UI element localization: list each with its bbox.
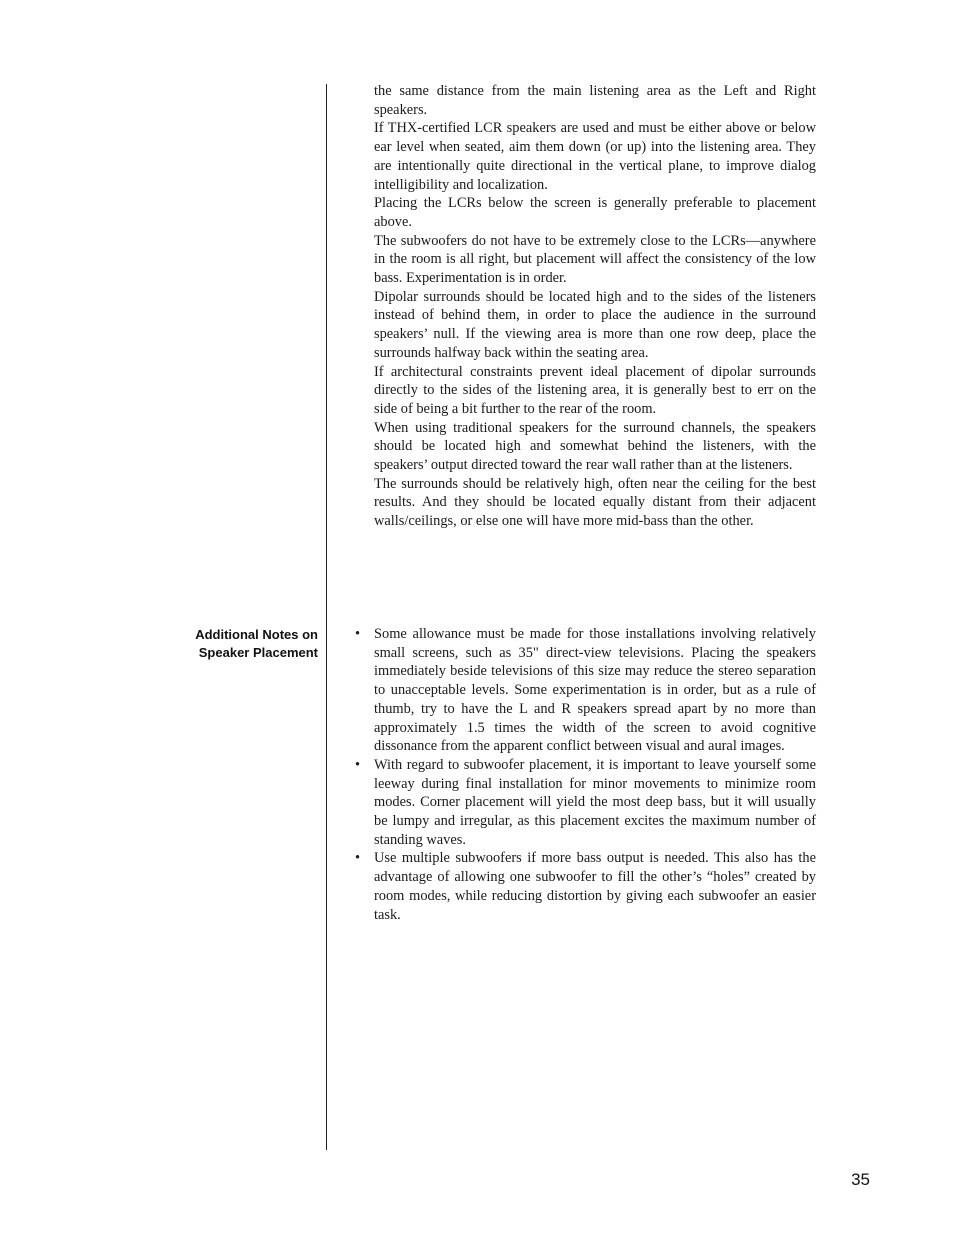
intro-paragraph: Dipolar surrounds should be located high and to the sides of the listeners instead of behind them, in order to place the audience in the surround speakers’ null. If the viewing area is more than one row deep, place the surrounds halfway back within the seating area. [374,288,816,361]
intro-paragraph: The subwoofers do not have to be extremely close to the LCRs—anywhere in the room is all right, but placement will affect the consistency of the low bass. Experimentation is in order. [374,232,816,287]
list-item-text: With regard to subwoofer placement, it is important to leave yourself some leeway during final installation for minor movements to minimize room modes. Corner placement will yield the most deep bass, but it will usually be lumpy and irregular, as this placement excites the maximum number of standing waves. [374,756,816,848]
list-item [355,756,816,850]
notes-text-column [355,625,816,924]
vertical-margin-rule [326,84,327,1150]
section-heading-line: Speaker Placement [198,645,318,660]
bullet-marker: • [355,850,361,867]
intro-paragraph: Placing the LCRs below the screen is generally preferable to placement above. [374,195,816,230]
list-item [355,849,816,924]
bullet-marker: • [355,756,361,773]
intro-text-column [374,82,816,531]
section-heading [150,626,318,662]
list-item-text: Use multiple subwoofers if more bass output is needed. This also has the advantage of allowing one subwoofer to fill the other’s “holes” created by room modes, while reducing distortion by giving each subwoofer an easier task. [374,850,816,923]
bullet-marker: • [355,626,361,642]
intro-paragraph: the same distance from the main listening area as the Left and Right speakers. [374,83,816,118]
bullet-list [355,625,816,924]
intro-paragraph: When using traditional speakers for the surround channels, the speakers should be located high and somewhat behind the listeners, with the speakers’ output directed toward the rear wall rather than at the listeners. [374,419,816,474]
section-heading-line: Additional Notes on [195,627,318,642]
list-item [355,625,816,756]
page-number: 35 [851,1170,870,1189]
list-item-text: Some allowance must be made for those installations involving relatively small screens, such as 35" direct-view televisions. Placing the speakers immediately beside televisions of this size may reduce the stereo separation to unacceptable levels. Some experimentation is in order, but as a rule of thumb, try to have the L and R speakers spread apart by no more than approximately 1.5 times the width of the screen to avoid cognitive dissonance from the apparent conflict between visual and aural images. [374,626,816,755]
intro-paragraph: The surrounds should be relatively high, often near the ceiling for the best results. And they should be located equally distant from their adjacent walls/ceilings, or else one will have more mid-bass than the other. [374,475,816,530]
intro-paragraph: If architectural constraints prevent ideal placement of dipolar surrounds directly to the sides of the listening area, it is generally best to err on the side of being a bit further to the rear of the room. [374,363,816,417]
intro-paragraph: If THX-certified LCR speakers are used and must be either above or below ear level when seated, aim them down (or up) into the listening area. They are intentionally quite directional in the vertical plane, to improve dialog intelligibility and localization. [374,120,816,193]
